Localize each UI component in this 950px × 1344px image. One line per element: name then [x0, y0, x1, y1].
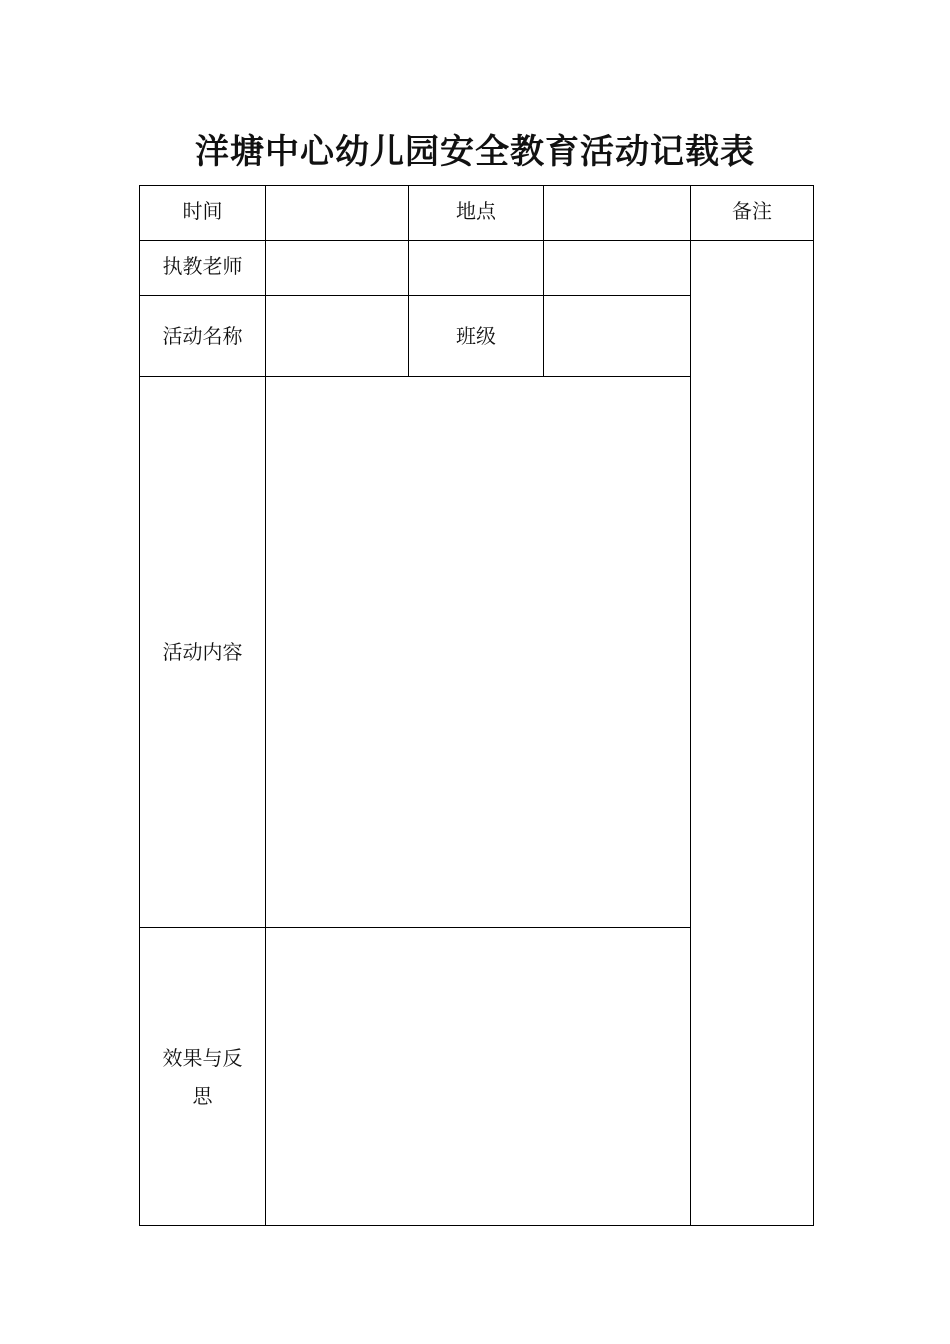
teacher-value-cell-3[interactable] [544, 241, 691, 296]
teacher-value-cell-2[interactable] [409, 241, 544, 296]
remarks-value-cell[interactable] [691, 241, 814, 1226]
teacher-value-cell-1[interactable] [266, 241, 409, 296]
remarks-label: 备注 [691, 186, 814, 241]
effect-reflection-label: 效果与反思 [162, 1045, 243, 1108]
time-value-cell[interactable] [266, 186, 409, 241]
activity-content-label: 活动内容 [140, 377, 266, 928]
class-value-cell[interactable] [544, 296, 691, 377]
location-label: 地点 [409, 186, 544, 241]
teacher-label: 执教老师 [140, 241, 266, 296]
table-row-time [140, 186, 814, 241]
activity-name-value-cell[interactable] [266, 296, 409, 377]
table-row-teacher [140, 241, 814, 296]
page-title: 洋塘中心幼儿园安全教育活动记载表 [195, 132, 755, 172]
record-table [139, 185, 814, 1226]
location-value-cell[interactable] [544, 186, 691, 241]
time-label: 时间 [140, 186, 266, 241]
class-label: 班级 [409, 296, 544, 377]
activity-name-label: 活动名称 [140, 296, 266, 377]
effect-reflection-label-cell [140, 928, 266, 1226]
activity-content-value-cell[interactable] [266, 377, 691, 928]
effect-reflection-value-cell[interactable] [266, 928, 691, 1226]
